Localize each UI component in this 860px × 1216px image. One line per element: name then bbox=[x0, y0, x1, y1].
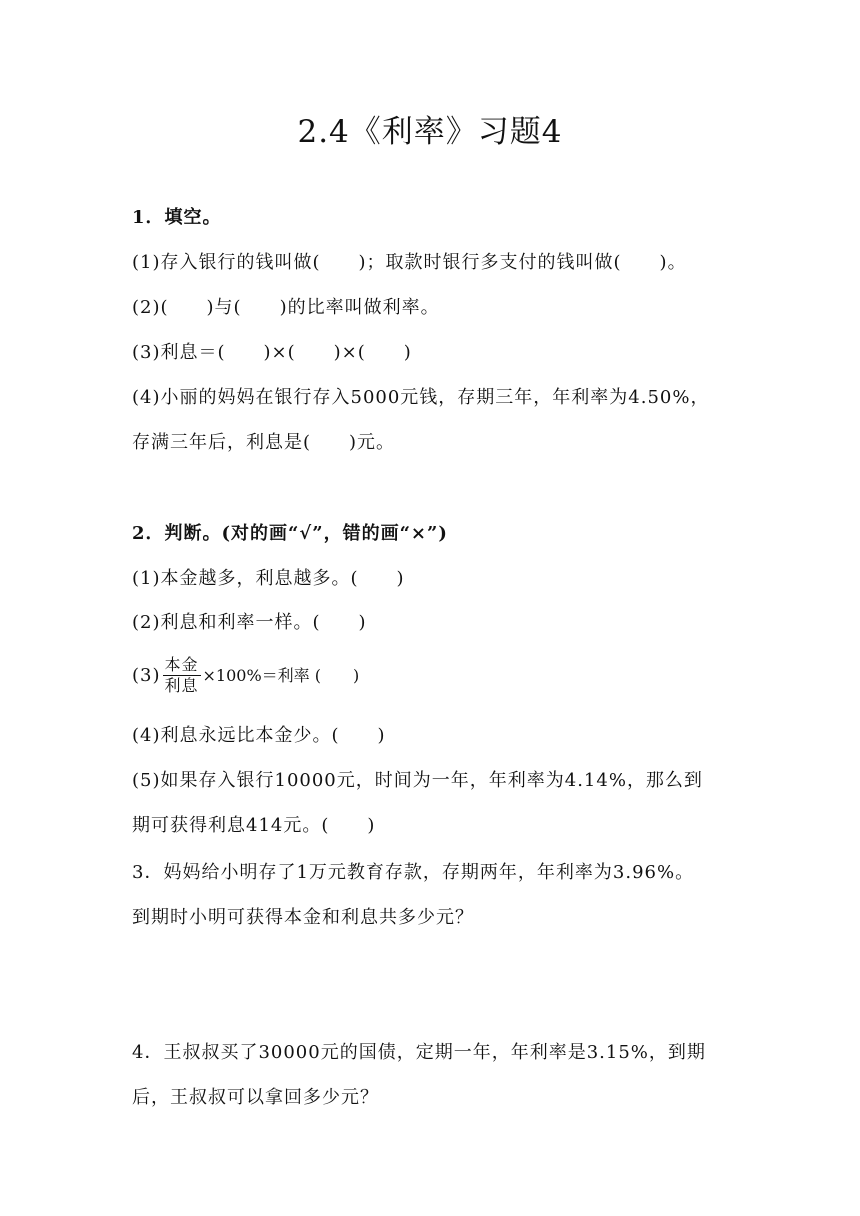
fraction bbox=[163, 655, 201, 696]
q4-line-1: 4．王叔叔买了30000元的国债，定期一年，年利率是3.15%，到期 bbox=[132, 1042, 706, 1063]
q2-item-4: (4)利息永远比本金少。( ) bbox=[132, 725, 386, 746]
q2-item-2: (2)利息和利率一样。( ) bbox=[132, 612, 367, 633]
q2-heading: 2．判断。(对的画“√”，错的画“×”) bbox=[132, 523, 448, 544]
q4-line-2: 后，王叔叔可以拿回多少元？ bbox=[132, 1087, 379, 1108]
q2-item-5-line-1: (5)如果存入银行10000元，时间为一年，年利率为4.14%，那么到 bbox=[132, 770, 703, 791]
q2-item-3-suffix: ×100%＝利率 ( ) bbox=[202, 665, 360, 685]
q1-item-3: (3)利息＝( )×( )×( ) bbox=[132, 342, 412, 363]
q2-item-3-prefix: (3) bbox=[132, 664, 161, 686]
fraction-numerator: 本金 bbox=[164, 655, 199, 674]
q2-item-5-line-2: 期可获得利息414元。( ) bbox=[132, 815, 376, 836]
page-title: 2.4《利率》习题4 bbox=[297, 114, 563, 150]
q1-item-4-line-2: 存满三年后，利息是( )元。 bbox=[132, 432, 396, 453]
q1-item-4-line-1: (4)小丽的妈妈在银行存入5000元钱，存期三年，年利率为4.50%， bbox=[132, 387, 710, 408]
q1-item-1: (1)存入银行的钱叫做( )；取款时银行多支付的钱叫做( )。 bbox=[132, 252, 687, 273]
q2-item-1: (1)本金越多，利息越多。( ) bbox=[132, 568, 405, 589]
q3-line-1: 3．妈妈给小明存了1万元教育存款，存期两年，年利率为3.96%。 bbox=[132, 862, 695, 883]
q1-heading: 1．填空。 bbox=[132, 207, 222, 228]
fraction-denominator: 利息 bbox=[164, 676, 199, 695]
q2-item-3 bbox=[132, 655, 359, 696]
q1-item-2: (2)( )与( )的比率叫做利率。 bbox=[132, 297, 440, 318]
q3-line-2: 到期时小明可获得本金和利息共多少元？ bbox=[132, 907, 474, 928]
